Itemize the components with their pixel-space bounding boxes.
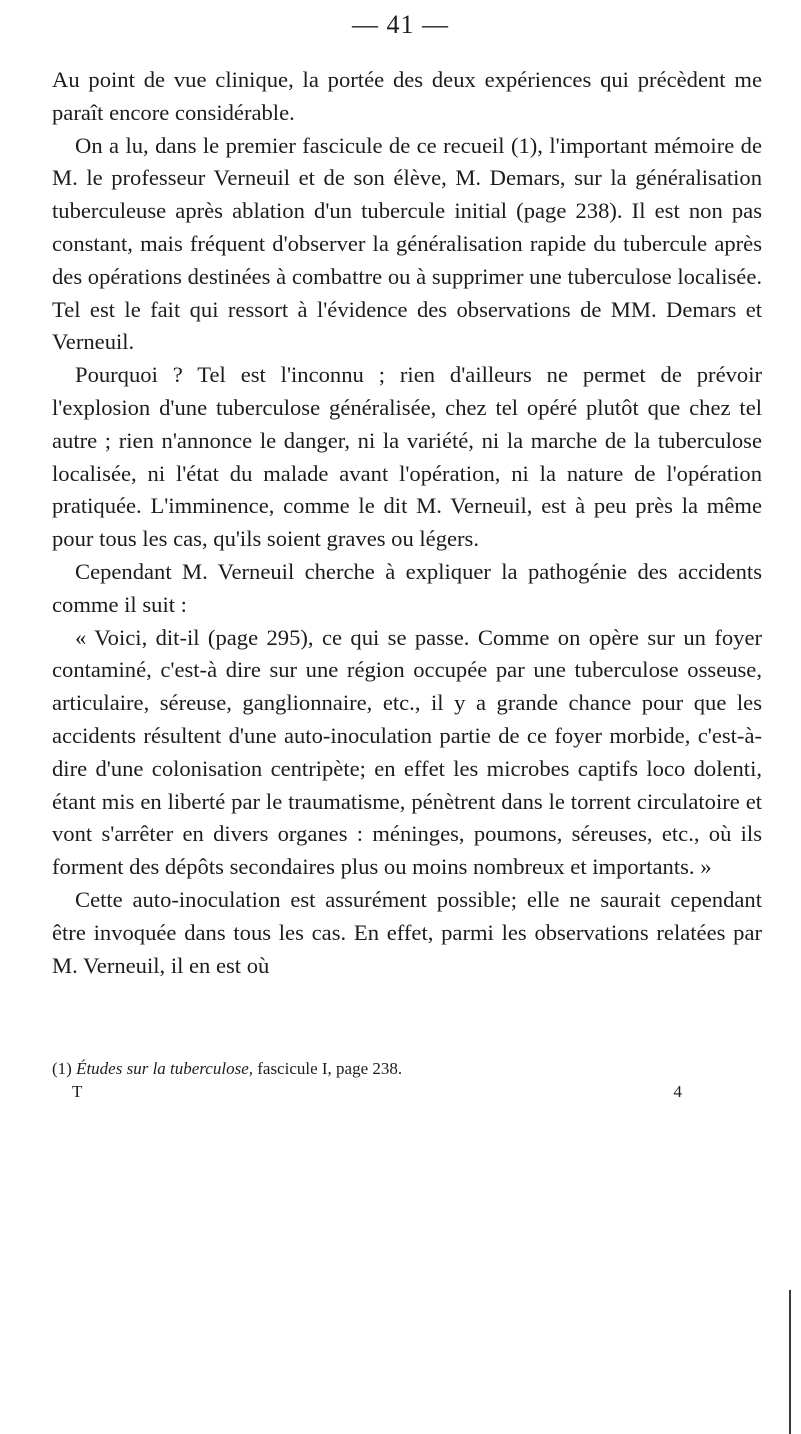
paragraph: Cependant M. Verneuil cherche à expliquer la pathogénie des accidents comme il suit :: [52, 558, 762, 617]
signature-mark: T: [72, 1082, 83, 1101]
footnote-marker: (1): [52, 1059, 72, 1078]
paragraph: Au point de vue clinique, la portée des deux expériences qui précèdent me paraît encore considérable.: [52, 67, 762, 125]
footnote: [52, 1058, 762, 1080]
paragraph: On a lu, dans le premier fascicule de ce recueil (1), l'important mémoire de M. le professeur Verneuil et de son élève, M. Demars, sur la généralisation tuberculeuse après ablation d'un tubercule initial (page 238). Il est non pas constant, mais fréquent d'observer la généralisation rapide du tubercule après des opérations destinées à combattre ou à supprimer une tuberculose localisée. Tel est le fait qui ressort à l'évidence des observations de MM. Demars et Verneuil.: [52, 132, 762, 355]
page-number: — 41 —: [352, 10, 449, 39]
page-edge-line: [789, 1290, 791, 1434]
paragraph: Pourquoi ? Tel est l'inconnu ; rien d'ailleurs ne permet de prévoir l'explosion d'une tuberculose généralisée, chez tel opéré plutôt que chez tel autre ; rien n'annonce le danger, ni la variété, ni la marche de la tuberculose localisée, ni l'état du malade avant l'opération, ni la nature de l'opération pratiquée. L'imminence, comme le dit M. Verneuil, est à peu près la même pour tous les cas, qu'ils soient graves ou légers.: [52, 362, 762, 552]
signature-number: 4: [673, 1082, 682, 1101]
paragraph-quote: « Voici, dit-il (page 295), ce qui se passe. Comme on opère sur un foyer contaminé, c'est-à dire sur une région occupée par une tuberculose osseuse, articulaire, séreuse, ganglionnaire, etc., il y a grande chance pour que les accidents résultent d'une auto-inoculation partie de ce foyer morbide, c'est-à-dire d'une colonisation centripète; en effet les microbes captifs loco dolenti, étant mis en liberté par le traumatisme, pénètrent dans le torrent circulatoire et vont s'arrêter en divers organes : méninges, poumons, séreuses, etc., où ils forment des dépôts secondaires plus ou moins nombreux et importants. »: [52, 624, 762, 880]
paragraph: Cette auto-inoculation est assurément possible; elle ne saurait cependant être invoquée dans tous les cas. En effet, parmi les observations relatées par M. Verneuil, il en est où: [52, 886, 762, 978]
signature-row: [72, 1082, 682, 1102]
footnote-title: Études sur la tuberculose,: [76, 1059, 253, 1078]
body-text: [52, 64, 762, 982]
footnote-rest: fascicule I, page 238.: [257, 1059, 403, 1078]
